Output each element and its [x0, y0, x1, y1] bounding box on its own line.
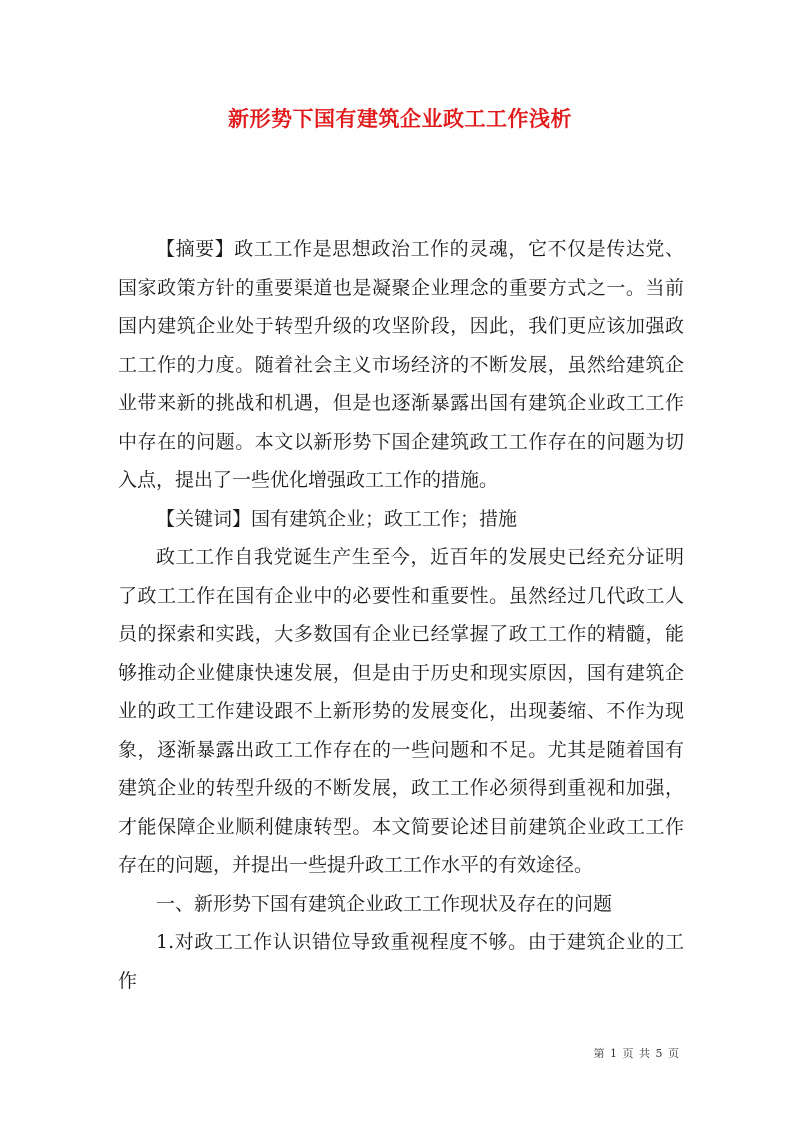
- page-number-footer: 第 1 页 共 5 页: [593, 1047, 680, 1060]
- subsection-paragraph: 1.对政工工作认识错位导致重视程度不够。由于建筑企业的工作: [118, 931, 684, 992]
- abstract-paragraph: 【摘要】政工工作是思想政治工作的灵魂，它不仅是传达党、国家政策方针的重要渠道也是凝聚企业理念的重要方式之一。当前国内建筑企业处于转型升级的攻坚阶段，因此，我们更应该加强政工工作的力度。随着社会主义市场经济的不断发展，虽然给建筑企业带来新的挑战和机遇，但是也逐渐暴露出国有建筑企业政工工作中存在的问题。本文以新形势下国企建筑政工工作存在的问题为切入点，提出了一些优化增强政工工作的措施。: [118, 238, 684, 491]
- document-body: [118, 230, 684, 1000]
- document-title: 新形势下国有建筑企业政工工作浅析: [228, 106, 572, 131]
- intro-paragraph: 政工工作自我党诞生产生至今，近百年的发展史已经充分证明了政工工作在国有企业中的必要性和重要性。虽然经过几代政工人员的探索和实践，大多数国有企业已经掌握了政工工作的精髓，能够推动企业健康快速发展，但是由于历史和现实原因，国有建筑企业的政工工作建设跟不上新形势的发展变化，出现萎缩、不作为现象，逐渐暴露出政工工作存在的一些问题和不足。尤其是随着国有建筑企业的转型升级的不断发展，政工工作必须得到重视和加强，才能保障企业顺利健康转型。本文简要论述目前建筑企业政工工作存在的问题，并提出一些提升政工工作水平的有效途径。: [118, 546, 684, 876]
- section-heading: 一、新形势下国有建筑企业政工工作现状及存在的问题: [156, 892, 613, 915]
- keywords-paragraph: 【关键词】国有建筑企业；政工工作；措施: [156, 507, 518, 530]
